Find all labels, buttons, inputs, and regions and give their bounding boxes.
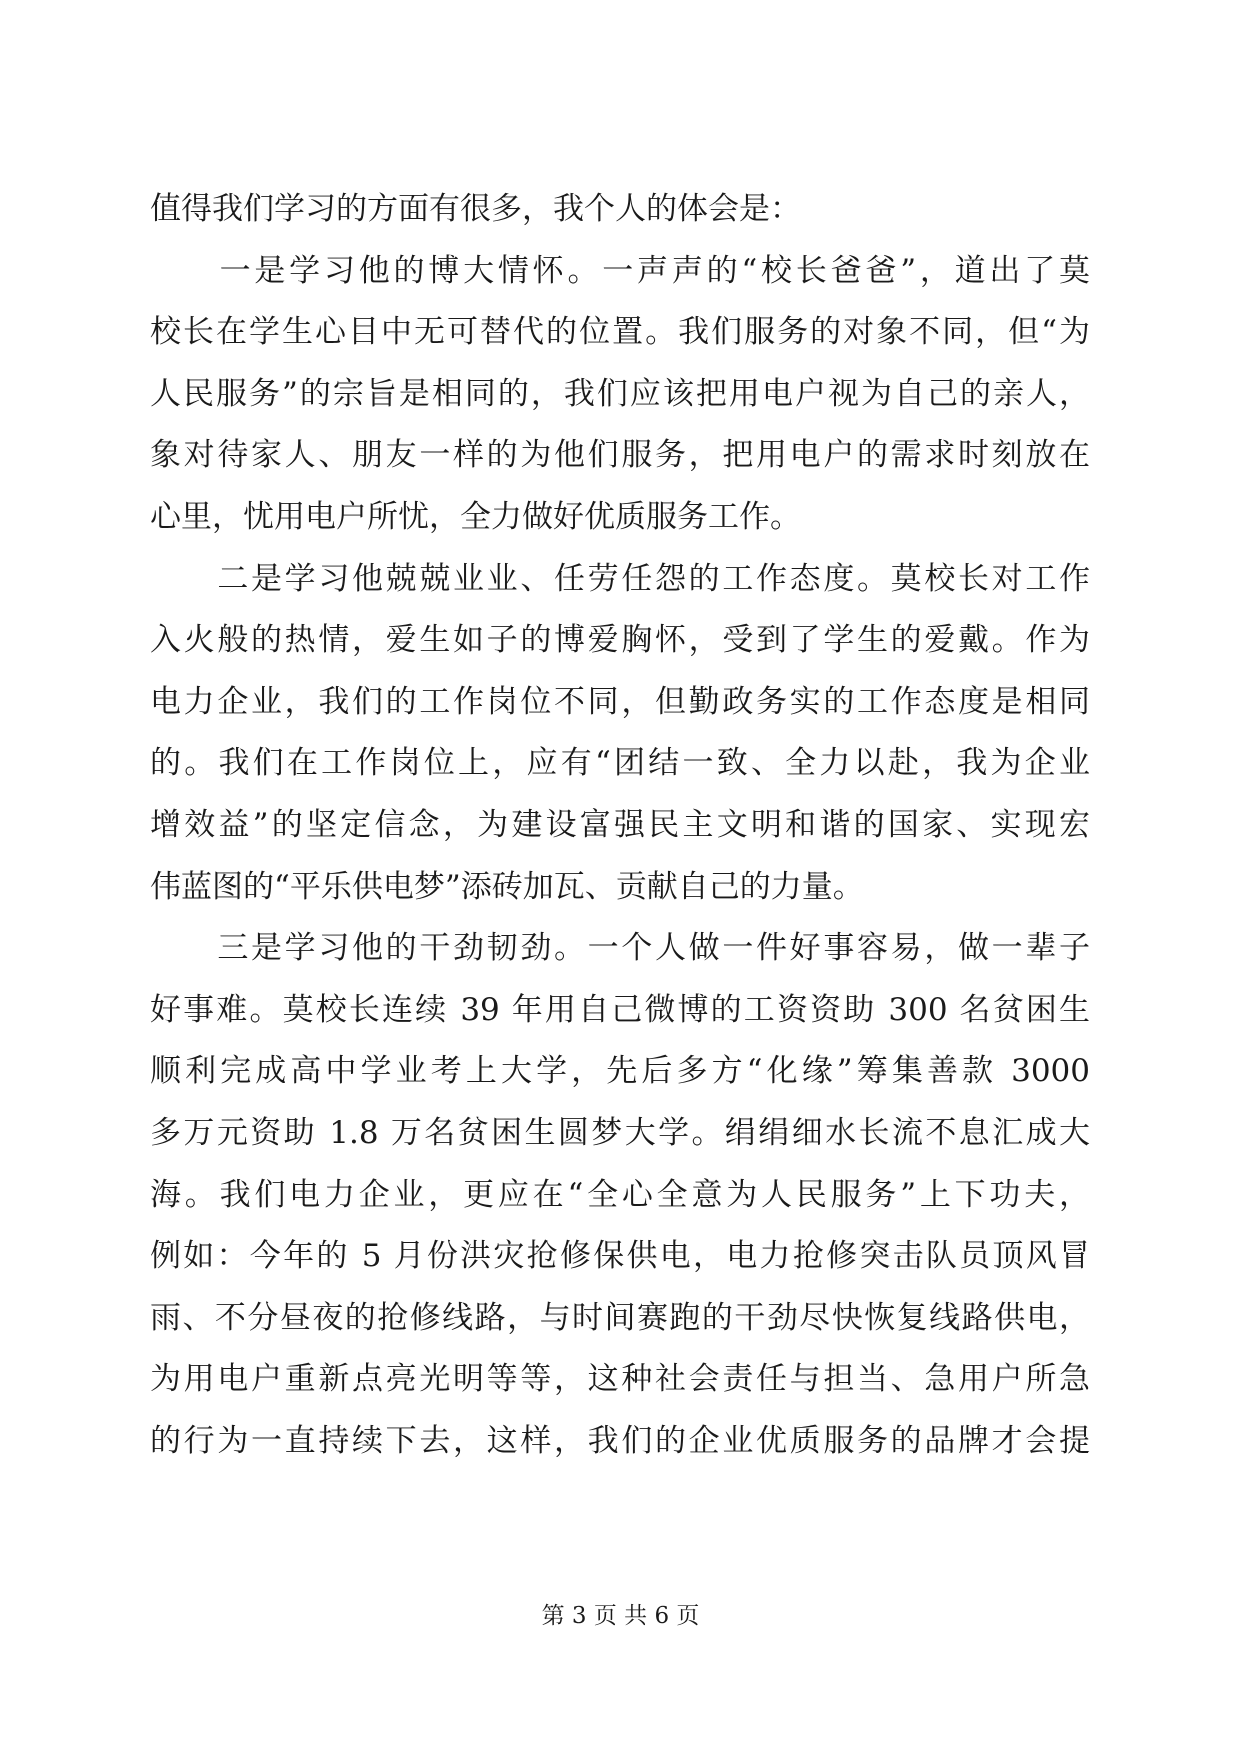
text-line: 校长在学生心目中无可替代的位置。我们服务的对象不同，但“为 bbox=[150, 314, 1090, 351]
page-footer: 第 3 页 共 6 页 bbox=[541, 1603, 700, 1629]
text-line: 入火般的热情，爱生如子的博爱胸怀，受到了学生的爱戴。作为 bbox=[150, 622, 1090, 659]
text-line: 电力企业，我们的工作岗位不同，但勤政务实的工作态度是相同 bbox=[150, 683, 1090, 720]
text-line: 三是学习他的干劲韧劲。一个人做一件好事容易，做一辈子 bbox=[150, 930, 1090, 967]
text-line: 海。我们电力企业，更应在“全心全意为人民服务”上下功夫， bbox=[150, 1176, 1090, 1213]
text-line: 值得我们学习的方面有很多，我个人的体会是： bbox=[150, 191, 801, 227]
text-line: 一是学习他的博大情怀。一声声的“校长爸爸”，道出了莫 bbox=[150, 252, 1090, 289]
text-line: 为用电户重新点亮光明等等，这种社会责任与担当、急用户所急 bbox=[150, 1361, 1090, 1398]
text-line: 心里，忧用电户所忧，全力做好优质服务工作。 bbox=[150, 498, 801, 535]
text-line: 的行为一直持续下去，这样，我们的企业优质服务的品牌才会提 bbox=[150, 1422, 1090, 1459]
text-line: 顺利完成高中学业考上大学，先后多方“化缘”筹集善款 3000 bbox=[150, 1053, 1090, 1090]
text-line: 增效益”的坚定信念，为建设富强民主文明和谐的国家、实现宏 bbox=[150, 806, 1090, 843]
text-line: 例如：今年的 5 月份洪灾抢修保供电，电力抢修突击队员顶风冒 bbox=[150, 1238, 1090, 1275]
text-line: 好事难。莫校长连续 39 年用自己微博的工资资助 300 名贫困生 bbox=[150, 991, 1090, 1028]
text-line: 的。我们在工作岗位上，应有“团结一致、全力以赴，我为企业 bbox=[150, 745, 1090, 782]
text-line: 二是学习他兢兢业业、任劳任怨的工作态度。莫校长对工作 bbox=[150, 560, 1090, 597]
text-line: 象对待家人、朋友一样的为他们服务，把用电户的需求时刻放在 bbox=[150, 437, 1090, 474]
text-line: 多万元资助 1.8 万名贫困生圆梦大学。绢绢细水长流不息汇成大 bbox=[150, 1114, 1090, 1151]
text-line: 雨、不分昼夜的抢修线路，与时间赛跑的干劲尽快恢复线路供电， bbox=[150, 1299, 1090, 1336]
text-line: 人民服务”的宗旨是相同的，我们应该把用电户视为自己的亲人， bbox=[150, 375, 1090, 412]
text-line: 伟蓝图的“平乐供电梦”添砖加瓦、贡献自己的力量。 bbox=[150, 868, 864, 905]
body-text bbox=[150, 179, 1090, 1472]
